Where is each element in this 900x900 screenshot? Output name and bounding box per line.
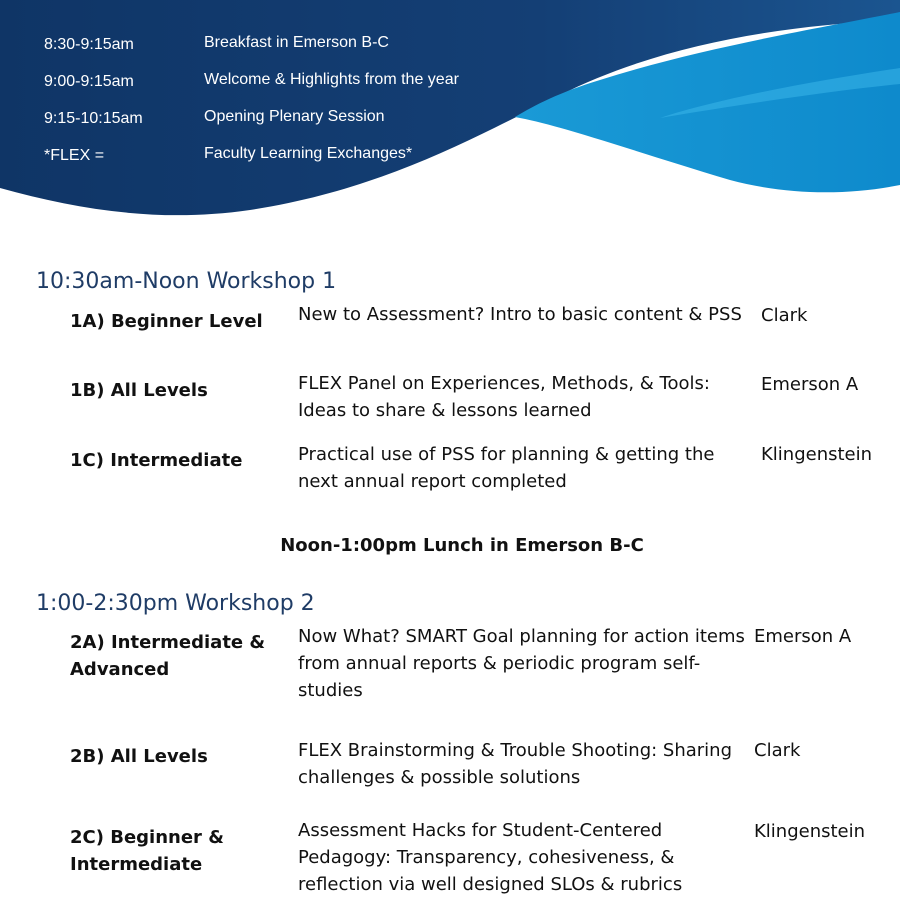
session-2c-desc: Assessment Hacks for Student-Centered Pedagogy: Transparency, cohesiveness, & reflection via well designed SLOs & rubrics <box>298 820 683 895</box>
session-2c-location: Klingenstein <box>754 821 866 842</box>
schedule-desc-2: Welcome & Highlights from the year <box>204 71 459 88</box>
session-1c-desc: Practical use of PSS for planning & getting the next annual report completed <box>298 444 715 492</box>
header-banner <box>0 0 900 230</box>
session-1a-label: 1A) Beginner Level <box>70 311 263 332</box>
workshop1-heading: 10:30am-Noon Workshop 1 <box>36 269 337 294</box>
schedule-desc-3: Opening Plenary Session <box>204 108 385 125</box>
session-2b-desc: FLEX Brainstorming & Trouble Shooting: Sharing challenges & possible solutions <box>298 740 733 788</box>
session-1a-desc: New to Assessment? Intro to basic content & PSS <box>298 304 742 325</box>
lunch-line: Noon-1:00pm Lunch in Emerson B-C <box>280 535 644 556</box>
session-1c-location: Klingenstein <box>761 444 873 465</box>
schedule-desc-4: Faculty Learning Exchanges* <box>204 145 413 162</box>
session-2b-location: Clark <box>754 740 801 761</box>
schedule-time-1: 8:30-9:15am <box>44 36 134 53</box>
session-1b-desc: FLEX Panel on Experiences, Methods, & Tools: Ideas to share & lessons learned <box>298 373 710 421</box>
session-1c-label: 1C) Intermediate <box>70 450 243 471</box>
session-1b-location: Emerson A <box>761 374 859 395</box>
session-2a-label: 2A) Intermediate & Advanced <box>70 632 266 680</box>
schedule-time-4: *FLEX = <box>44 147 105 164</box>
schedule-time-3: 9:15-10:15am <box>44 110 143 127</box>
session-2b-label: 2B) All Levels <box>70 746 208 767</box>
session-2a-desc: Now What? SMART Goal planning for action items from annual reports & periodic program self-studies <box>298 626 745 701</box>
schedule-time-2: 9:00-9:15am <box>44 73 134 90</box>
session-2a-location: Emerson A <box>754 626 852 647</box>
session-1a-location: Clark <box>761 305 808 326</box>
schedule-desc-1: Breakfast in Emerson B-C <box>204 34 389 51</box>
session-1b-label: 1B) All Levels <box>70 380 208 401</box>
workshop2-heading: 1:00-2:30pm Workshop 2 <box>36 591 315 616</box>
session-2c-label: 2C) Beginner & Intermediate <box>70 827 224 875</box>
